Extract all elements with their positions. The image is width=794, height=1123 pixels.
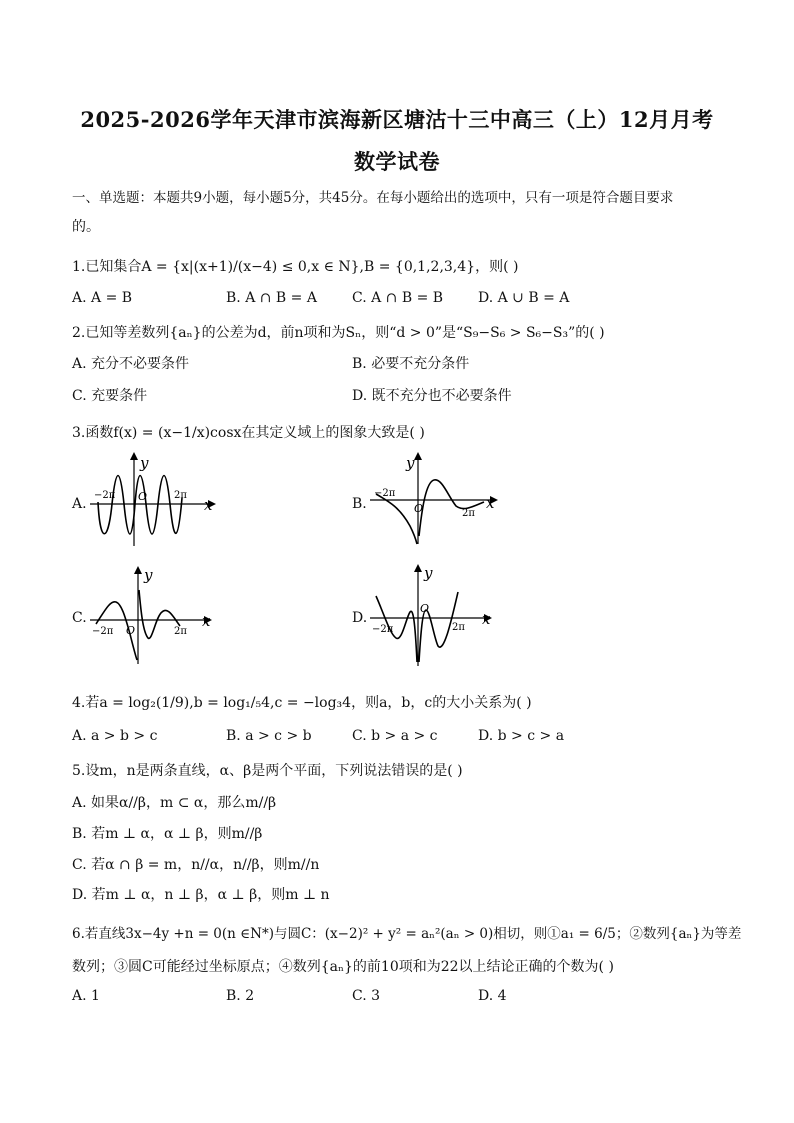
q3c-neg-tick: −2π <box>92 626 114 637</box>
q6-option-d: D. 4 <box>478 988 507 1004</box>
q3-option-a-label: A. <box>72 496 87 512</box>
q3b-y-label: y <box>406 454 415 472</box>
q1-option-b: B. A ∩ B = A <box>226 290 317 306</box>
q4-option-b: B. a > c > b <box>226 728 312 744</box>
q3-graph-d <box>366 558 506 668</box>
q5-option-b: B. 若m ⊥ α，α ⊥ β，则m//β <box>72 826 263 842</box>
q6-option-c: C. 3 <box>352 988 381 1004</box>
q1-option-c: C. A ∩ B = B <box>352 290 444 306</box>
q6-option-b: B. 2 <box>226 988 255 1004</box>
q3c-origin: O <box>126 624 136 637</box>
question-3-stem: 3.函数f(x) = (x−1/x)cosx在其定义域上的图象大致是( ) <box>72 425 425 441</box>
q3a-x-label: x <box>204 496 213 514</box>
q3c-pos-tick: 2π <box>174 626 187 637</box>
q3c-y-label: y <box>144 566 153 584</box>
q5-option-d: D. 若m ⊥ α，n ⊥ β，α ⊥ β，则m ⊥ n <box>72 887 330 903</box>
q3-graph-b <box>366 448 506 548</box>
section-intro-cont: 的。 <box>72 219 100 235</box>
q3d-pos-tick: 2π <box>452 622 465 633</box>
question-6-stem-cont: 数列；③圆C可能经过坐标原点；④数列{aₙ}的前10项和为22以上结论正确的个数为( ) <box>72 959 614 975</box>
q3-option-d-label: D. <box>352 610 368 626</box>
q3b-x-label: x <box>486 494 495 512</box>
q3-option-b-label: B. <box>352 496 367 512</box>
question-4-stem: 4.若a = log₂(1/9),b = log₁/₅4,c = −log₃4，则a，b，c的大小关系为( ) <box>72 695 532 711</box>
q4-option-c: C. b > a > c <box>352 728 438 744</box>
q4-option-d: D. b > c > a <box>478 728 565 744</box>
q5-option-c: C. 若α ∩ β = m，n//α，n//β，则m//n <box>72 857 320 873</box>
q2-option-d: D. 既不充分也不必要条件 <box>352 388 512 404</box>
q3a-origin: O <box>138 490 148 503</box>
question-6-stem: 6.若直线3x−4y +n = 0(n ∈N*)与圆C：(x−2)² + y² = aₙ²(aₙ > 0)相切，则①a₁ = 6/5；②数列{aₙ}为等差 <box>72 926 742 942</box>
q3a-pos-tick: 2π <box>174 490 187 501</box>
q3a-neg-tick: −2π <box>94 490 116 501</box>
q3b-neg-tick: −2π <box>374 488 396 499</box>
q3b-pos-tick: 2π <box>462 508 475 519</box>
q3d-x-label: x <box>482 610 491 628</box>
section-intro: 一、单选题：本题共9小题，每小题5分，共45分。在每小题给出的选项中，只有一项是符合题目要求 <box>72 190 674 206</box>
q1-option-a: A. A = B <box>72 290 133 306</box>
question-1-stem: 1.已知集合A = {x|(x+1)/(x−4) ≤ 0,x ∈ N},B = {0,1,2,3,4}，则( ) <box>72 259 519 275</box>
q3d-origin: O <box>420 602 430 615</box>
q6-option-a: A. 1 <box>72 988 100 1004</box>
exam-title-line1: 2025-2026学年天津市滨海新区塘沽十三中高三（上）12月月考 <box>80 107 714 132</box>
q3c-x-label: x <box>202 612 211 630</box>
q3-graph-a <box>86 448 226 548</box>
question-5-stem: 5.设m，n是两条直线，α、β是两个平面，下列说法错误的是( ) <box>72 763 463 779</box>
q3-option-c-label: C. <box>72 610 87 626</box>
q3d-y-label: y <box>424 564 433 582</box>
q2-option-a: A. 充分不必要条件 <box>72 356 190 372</box>
exam-title-line2: 数学试卷 <box>354 149 440 174</box>
q1-option-d: D. A ∪ B = A <box>478 290 570 306</box>
q3a-y-label: y <box>140 454 149 472</box>
question-2-stem: 2.已知等差数列{aₙ}的公差为d，前n项和为Sₙ，则“d > 0”是“S₉−S₆ > S₆−S₃”的( ) <box>72 325 605 341</box>
q3-graph-c <box>86 562 226 666</box>
q3b-origin: O <box>414 502 424 515</box>
q2-option-c: C. 充要条件 <box>72 388 148 404</box>
q3d-neg-tick: −2π <box>372 624 394 635</box>
q5-option-a: A. 如果α//β，m ⊂ α，那么m//β <box>72 795 277 811</box>
q2-option-b: B. 必要不充分条件 <box>352 356 470 372</box>
q4-option-a: A. a > b > c <box>72 728 158 744</box>
